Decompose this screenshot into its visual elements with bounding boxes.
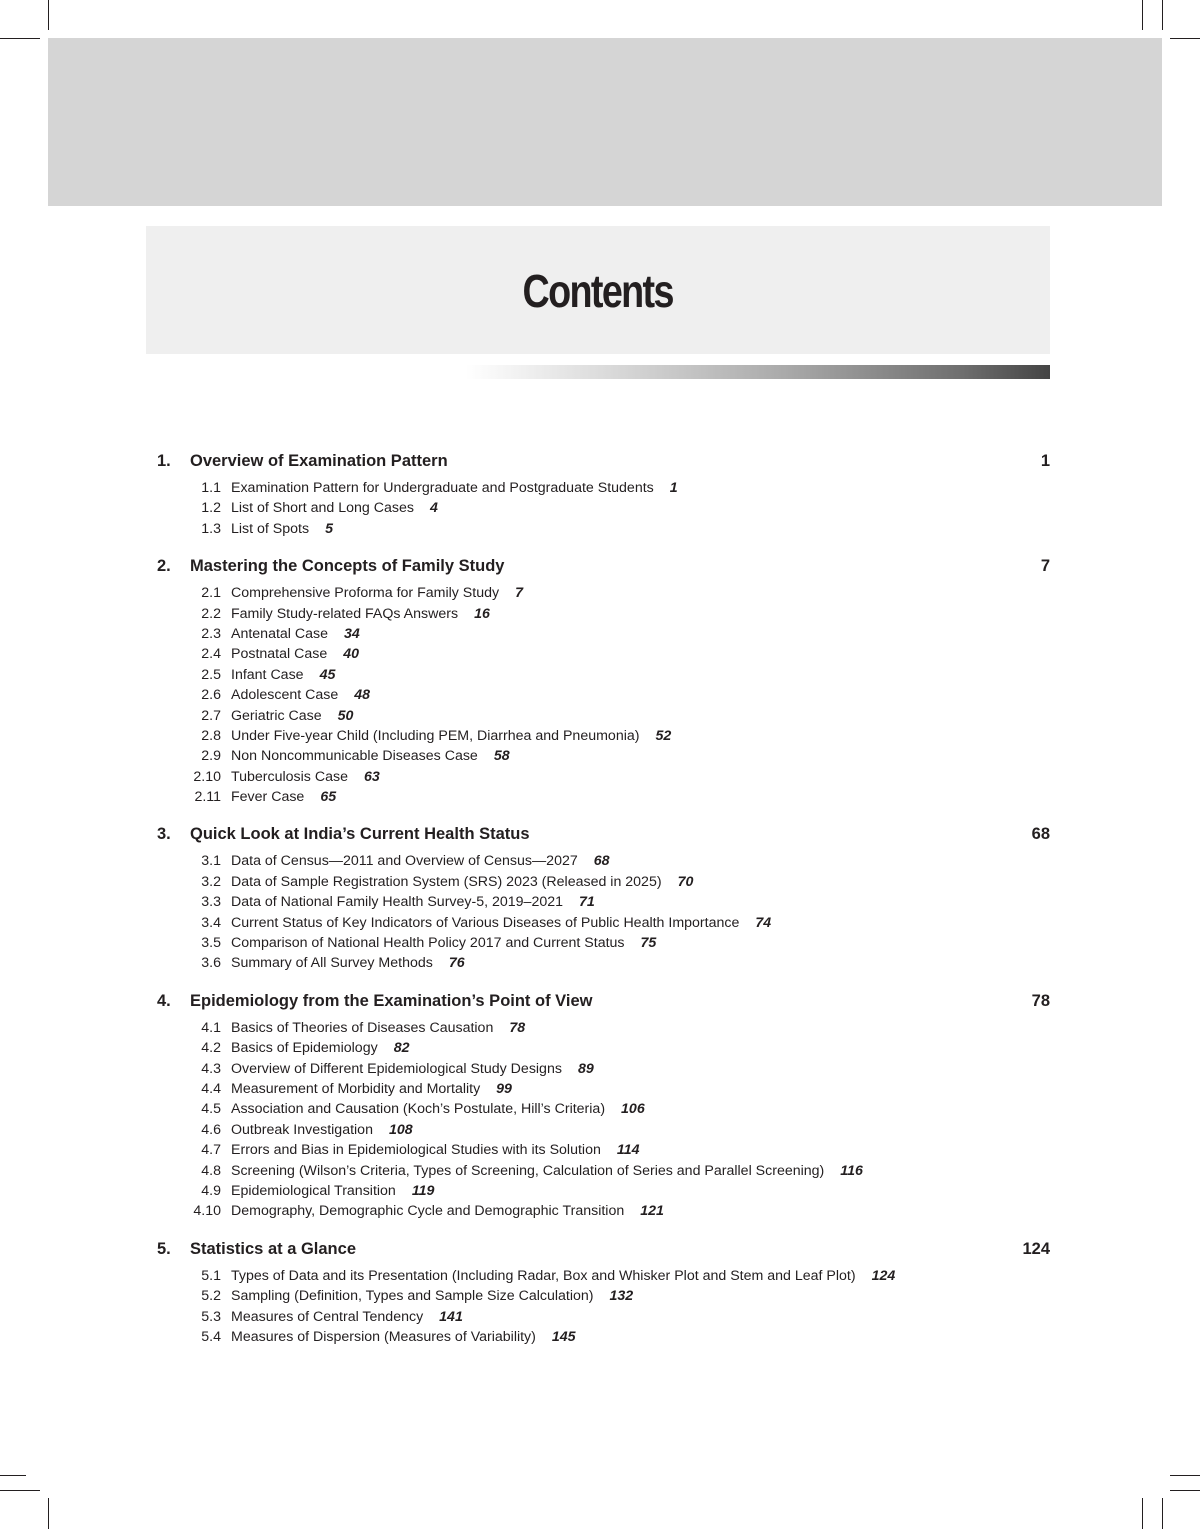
section-number: 5.2 xyxy=(201,1288,221,1305)
section-number: 2.2 xyxy=(201,605,221,622)
section-page-number: 45 xyxy=(319,666,336,683)
section-title: Postnatal Case xyxy=(231,646,328,663)
chapter-heading[interactable] xyxy=(150,825,1050,853)
table-of-contents xyxy=(150,452,1050,1365)
section-entry[interactable] xyxy=(150,1309,1050,1329)
chapter-number: 1. xyxy=(157,452,171,470)
section-entry[interactable] xyxy=(150,1163,1050,1183)
section-number: 1.1 xyxy=(201,480,221,496)
section-page-number: 52 xyxy=(655,727,672,744)
section-title: List of Spots xyxy=(231,520,310,537)
section-number: 2.6 xyxy=(201,687,221,704)
section-number: 4.9 xyxy=(201,1182,221,1199)
section-page-number: 63 xyxy=(363,768,380,785)
section-number: 5.4 xyxy=(201,1328,221,1345)
section-number: 3.1 xyxy=(201,853,221,870)
section-title: Overview of Different Epidemiological Study Designs xyxy=(231,1060,562,1077)
section-page-number: 65 xyxy=(320,789,337,806)
section-page-number: 89 xyxy=(577,1060,594,1077)
section-title: Epidemiological Transition xyxy=(231,1182,396,1199)
section-entry[interactable] xyxy=(150,853,1050,873)
chapter-heading[interactable] xyxy=(150,992,1050,1020)
section-page-number: 145 xyxy=(551,1328,576,1345)
toc-chapter xyxy=(150,557,1050,809)
toc-chapter xyxy=(150,1240,1050,1350)
section-number: 2.11 xyxy=(194,789,221,806)
section-number: 4.10 xyxy=(193,1203,221,1220)
section-title: Demography, Demographic Cycle and Demographic Transition xyxy=(231,1203,625,1220)
section-page-number: 114 xyxy=(616,1142,640,1159)
section-page-number: 70 xyxy=(677,873,694,890)
section-page-number: 7 xyxy=(515,585,523,602)
section-title: Measures of Central Tendency xyxy=(231,1308,424,1325)
section-number: 2.3 xyxy=(201,625,221,642)
chapter-title: Mastering the Concepts of Family Study xyxy=(190,557,505,576)
section-entry[interactable] xyxy=(150,667,1050,687)
section-title: Current Status of Key Indicators of Various Diseases of Public Health Importance xyxy=(231,914,740,931)
section-page-number: 121 xyxy=(640,1203,664,1220)
section-page-number: 4 xyxy=(429,500,438,517)
section-title: Types of Data and its Presentation (Including Radar, Box and Whisker Plot and Stem and Leaf Plot) xyxy=(231,1267,856,1284)
section-page-number: 16 xyxy=(474,605,490,622)
chapter-title: Statistics at a Glance xyxy=(190,1239,356,1258)
section-title: Infant Case xyxy=(231,666,304,683)
section-entry[interactable] xyxy=(150,585,1050,605)
section-page-number: 76 xyxy=(448,955,465,972)
section-entry[interactable] xyxy=(150,500,1050,520)
section-title: Summary of All Survey Methods xyxy=(231,955,433,972)
crop-mark xyxy=(48,0,49,30)
toc-chapter xyxy=(150,452,1050,541)
section-entry[interactable] xyxy=(150,1183,1050,1203)
section-number: 5.1 xyxy=(201,1267,221,1284)
section-page-number: 50 xyxy=(337,707,354,724)
crop-mark xyxy=(48,1498,49,1529)
section-page-number: 132 xyxy=(609,1288,634,1305)
section-page-number: 58 xyxy=(493,748,510,765)
section-entry[interactable] xyxy=(150,874,1050,894)
page-title: Contents xyxy=(522,265,674,317)
section-page-number: 74 xyxy=(755,914,772,931)
chapter-page-number: 78 xyxy=(1031,991,1050,1010)
section-title: Screening (Wilson’s Criteria, Types of Screening, Calculation of Series and Parallel Screening) xyxy=(231,1162,825,1179)
crop-mark xyxy=(1162,0,1163,30)
section-entry[interactable] xyxy=(150,480,1050,500)
chapter-title: Quick Look at India’s Current Health Status xyxy=(190,825,530,844)
section-title: Outbreak Investigation xyxy=(231,1121,373,1138)
section-page-number: 141 xyxy=(439,1308,463,1325)
section-entry[interactable] xyxy=(150,626,1050,646)
section-title: Data of National Family Health Survey-5, 2019–2021 xyxy=(231,894,564,911)
section-entry[interactable] xyxy=(150,955,1050,975)
section-title: Tuberculosis Case xyxy=(231,768,348,785)
section-number: 2.7 xyxy=(201,707,221,724)
section-entry[interactable] xyxy=(150,1329,1050,1349)
section-entry[interactable] xyxy=(150,748,1050,768)
section-page-number: 99 xyxy=(496,1080,512,1097)
section-number: 3.3 xyxy=(201,894,221,911)
section-title: Geriatric Case xyxy=(231,707,322,724)
section-number: 4.7 xyxy=(201,1142,221,1159)
section-page-number: 108 xyxy=(388,1121,413,1138)
section-title: Data of Census—2011 and Overview of Census—2027 xyxy=(231,853,578,870)
crop-mark xyxy=(1170,1475,1200,1476)
section-entry[interactable] xyxy=(150,1081,1050,1101)
section-title: Adolescent Case xyxy=(231,687,339,704)
section-number: 4.6 xyxy=(201,1121,221,1138)
section-number: 3.6 xyxy=(201,955,221,972)
section-page-number: 5 xyxy=(325,520,333,537)
section-title: Under Five-year Child (Including PEM, Diarrhea and Pneumonia) xyxy=(231,727,640,744)
section-entry[interactable] xyxy=(150,521,1050,541)
section-title: Fever Case xyxy=(231,789,305,806)
crop-mark xyxy=(1142,1498,1143,1529)
section-entry[interactable] xyxy=(150,915,1050,935)
crop-mark xyxy=(1170,1490,1200,1491)
section-number: 2.4 xyxy=(201,646,221,663)
chapter-page-number: 68 xyxy=(1031,825,1050,844)
section-title: Association and Causation (Koch’s Postulate, Hill’s Criteria) xyxy=(231,1101,606,1118)
section-title: Measurement of Morbidity and Mortality xyxy=(231,1080,481,1097)
section-number: 3.2 xyxy=(201,873,221,890)
section-title: Basics of Epidemiology xyxy=(231,1040,378,1057)
chapter-number: 4. xyxy=(157,991,171,1010)
section-entry[interactable] xyxy=(150,1203,1050,1223)
section-title: Comparison of National Health Policy 2017 and Current Status xyxy=(231,935,625,952)
crop-mark xyxy=(0,1490,40,1491)
section-entry[interactable] xyxy=(150,1061,1050,1081)
chapter-page-number: 1 xyxy=(1040,452,1050,470)
title-gradient-rule xyxy=(466,365,1050,379)
section-entry[interactable] xyxy=(150,894,1050,914)
section-page-number: 78 xyxy=(509,1019,526,1036)
section-entry[interactable] xyxy=(150,789,1050,809)
section-number: 3.4 xyxy=(201,914,221,931)
chapter-page-number: 124 xyxy=(1022,1239,1050,1258)
section-entry[interactable] xyxy=(150,728,1050,748)
section-title: Basics of Theories of Diseases Causation xyxy=(231,1019,494,1036)
section-number: 2.8 xyxy=(201,727,221,744)
section-title: Data of Sample Registration System (SRS) 2023 (Released in 2025) xyxy=(231,873,662,890)
chapter-heading[interactable] xyxy=(150,1240,1050,1268)
section-number: 4.8 xyxy=(201,1162,221,1179)
section-entry[interactable] xyxy=(150,1142,1050,1162)
section-entry[interactable] xyxy=(150,1101,1050,1121)
toc-chapter xyxy=(150,825,1050,975)
section-number: 4.5 xyxy=(201,1101,221,1118)
section-page-number: 106 xyxy=(621,1101,645,1118)
section-title: Comprehensive Proforma for Family Study xyxy=(231,585,500,602)
section-number: 4.2 xyxy=(201,1040,221,1057)
section-page-number: 34 xyxy=(344,625,360,642)
section-number: 4.1 xyxy=(201,1019,221,1036)
section-number: 5.3 xyxy=(201,1308,221,1325)
section-page-number: 124 xyxy=(871,1267,896,1284)
chapter-heading[interactable] xyxy=(150,452,1050,480)
section-entry[interactable] xyxy=(150,769,1050,789)
section-number: 3.5 xyxy=(201,935,221,952)
section-number: 2.5 xyxy=(201,666,221,683)
section-title: Examination Pattern for Undergraduate and Postgraduate Students xyxy=(231,480,654,496)
section-page-number: 71 xyxy=(579,894,595,911)
section-entry[interactable] xyxy=(150,606,1050,626)
section-number: 4.4 xyxy=(201,1080,221,1097)
section-title: Errors and Bias in Epidemiological Studies with its Solution xyxy=(231,1142,601,1159)
section-number: 1.2 xyxy=(201,500,221,517)
section-title: Sampling (Definition, Types and Sample Size Calculation) xyxy=(231,1288,594,1305)
section-title: List of Short and Long Cases xyxy=(231,500,414,517)
section-page-number: 1 xyxy=(669,480,678,496)
section-title: Measures of Dispersion (Measures of Variability) xyxy=(231,1328,536,1345)
section-number: 2.10 xyxy=(193,768,221,785)
section-number: 1.3 xyxy=(201,520,221,537)
section-entry[interactable] xyxy=(150,708,1050,728)
header-band xyxy=(48,38,1162,206)
crop-mark xyxy=(1170,38,1200,39)
crop-mark xyxy=(1162,1498,1163,1529)
crop-mark xyxy=(1142,0,1143,30)
chapter-title: Overview of Examination Pattern xyxy=(190,452,448,470)
section-entry[interactable] xyxy=(150,646,1050,666)
section-entry[interactable] xyxy=(150,687,1050,707)
section-page-number: 48 xyxy=(354,687,371,704)
section-entry[interactable] xyxy=(150,1288,1050,1308)
title-box xyxy=(146,226,1050,354)
section-title: Non Noncommunicable Diseases Case xyxy=(231,748,478,765)
section-page-number: 68 xyxy=(593,853,610,870)
chapter-title: Epidemiology from the Examination’s Point of View xyxy=(190,991,593,1010)
section-number: 2.9 xyxy=(201,748,221,765)
section-page-number: 75 xyxy=(640,935,657,952)
crop-mark xyxy=(0,1475,26,1476)
toc-chapter xyxy=(150,992,1050,1224)
chapter-page-number: 7 xyxy=(1040,557,1050,576)
section-entry[interactable] xyxy=(150,1268,1050,1288)
chapter-number: 5. xyxy=(157,1239,171,1258)
chapter-number: 3. xyxy=(157,825,171,844)
crop-mark xyxy=(0,38,40,39)
section-entry[interactable] xyxy=(150,1020,1050,1040)
section-page-number: 82 xyxy=(393,1040,410,1057)
section-entry[interactable] xyxy=(150,1122,1050,1142)
section-entry[interactable] xyxy=(150,1040,1050,1060)
section-entry[interactable] xyxy=(150,935,1050,955)
chapter-number: 2. xyxy=(157,557,171,576)
section-page-number: 40 xyxy=(343,646,359,663)
section-title: Family Study-related FAQs Answers xyxy=(231,605,459,622)
chapter-heading[interactable] xyxy=(150,557,1050,585)
section-title: Antenatal Case xyxy=(231,625,329,642)
section-page-number: 116 xyxy=(840,1162,863,1179)
section-page-number: 119 xyxy=(411,1182,435,1199)
section-number: 4.3 xyxy=(201,1060,221,1077)
section-number: 2.1 xyxy=(201,585,221,602)
